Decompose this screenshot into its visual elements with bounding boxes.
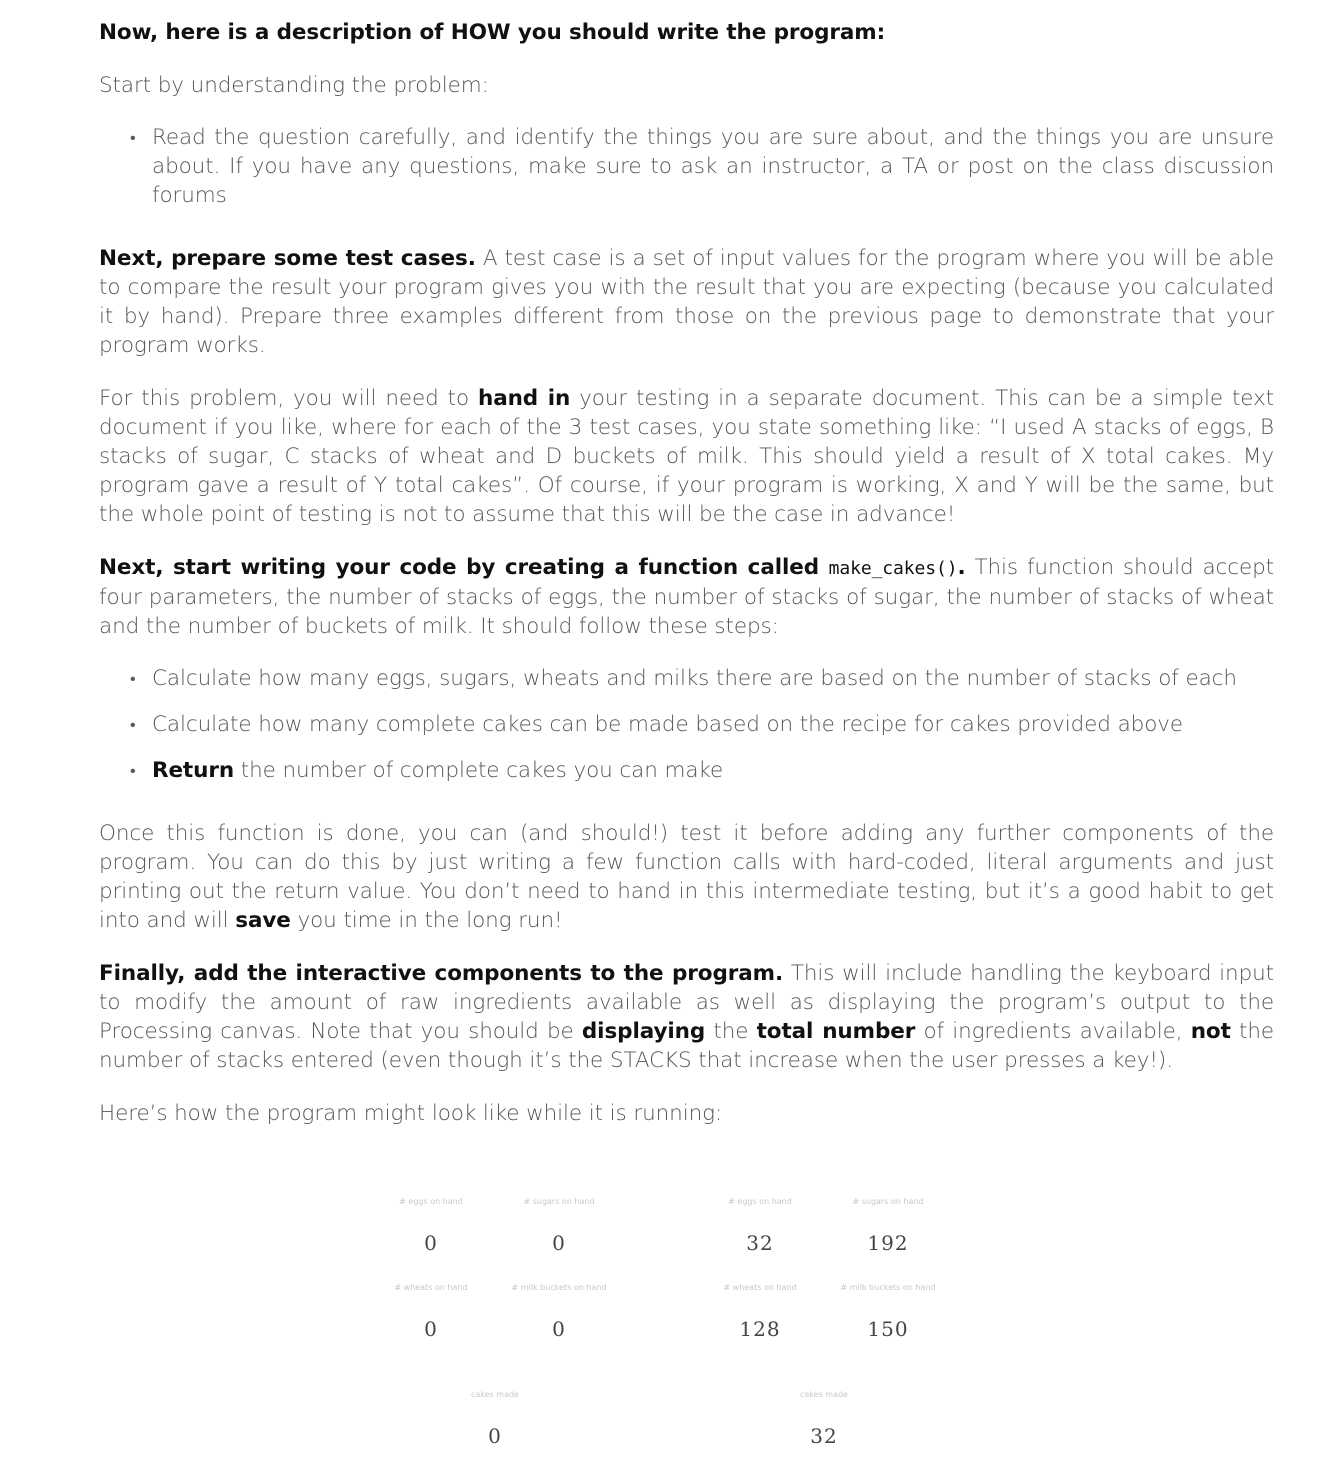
step-item-2: • Calculate how many complete cakes can be made based on the recipe for cakes provided above <box>152 710 1274 739</box>
function-paragraph <box>99 553 1274 641</box>
right-wheats-value: 128 <box>739 1317 781 1341</box>
right-eggs-value: 32 <box>746 1231 774 1255</box>
right-milk-value: 150 <box>867 1317 909 1341</box>
finally-paragraph <box>99 959 1274 1075</box>
left-milk-cell <box>489 1281 629 1341</box>
steps-list <box>99 664 1274 785</box>
handin-bold: hand in <box>477 386 571 411</box>
finally-bold-2: total number <box>756 1019 916 1044</box>
left-wheats-cell <box>361 1281 501 1341</box>
step-item-1: • Calculate how many eggs, sugars, wheats and milks there are based on the number of stacks of each <box>152 664 1274 693</box>
testcases-paragraph <box>99 244 1274 360</box>
right-milk-cell <box>818 1281 958 1341</box>
testcases-text: A test case is a set of input values for the program where you will be able to compare the result your program gives you with the result that you are expecting (because you calculated it by hand). Prepare three examples different from those on the previous page to demonstrate that your program works. <box>99 246 1274 358</box>
right-milk-label: # milk buckets on hand <box>840 1283 936 1292</box>
finally-lead: Finally, add the interactive components to the program. <box>99 961 784 986</box>
understand-bullet: • Read the question carefully, and identify the things you are sure about, and the things you are unsure about. If you have any questions, make sure to ask an instructor, a TA or post on the class discussion forums <box>152 123 1274 210</box>
step-item-3 <box>152 756 1274 785</box>
left-eggs-cell <box>361 1195 501 1255</box>
finally-text-4: the number of stacks entered (even though it’s the STACKS that increase when the user presses a key!). <box>99 1019 1274 1073</box>
processing-canvas-examples <box>0 1180 1325 1470</box>
finally-bold-3: not <box>1190 1019 1231 1044</box>
right-eggs-cell <box>690 1195 830 1255</box>
left-milk-label: # milk buckets on hand <box>511 1283 607 1292</box>
finally-text-3: of ingredients available, <box>915 1019 1191 1044</box>
finally-text-1: This will include handling the keyboard input to modify the amount of raw ingredients available as well as displaying the program’s output to the Processing canvas. Note that you should be <box>99 961 1274 1044</box>
handin-text-1: For this problem, you will need to <box>99 386 478 411</box>
once-text-1: Once this function is done, you can (and should!) test it before adding any further components of the program. You can do this by just writing a few function calls with hard-coded, literal arguments and just printing out the return value. You don’t need to hand in this intermediate testing, but it’s a good habit to get into and will <box>99 821 1274 933</box>
left-wheats-value: 0 <box>424 1317 438 1341</box>
section-heading: Now, here is a description of HOW you should write the program: <box>99 20 886 45</box>
right-sugars-value: 192 <box>867 1231 909 1255</box>
handin-paragraph <box>99 384 1274 529</box>
left-sugars-cell <box>489 1195 629 1255</box>
right-cakes-value: 32 <box>810 1424 838 1448</box>
left-eggs-label: # eggs on hand <box>399 1197 463 1206</box>
left-eggs-value: 0 <box>424 1231 438 1255</box>
once-text-2: you time in the long run! <box>290 908 563 933</box>
left-cakes-cell <box>425 1388 565 1448</box>
left-sugars-label: # sugars on hand <box>523 1197 595 1206</box>
left-sugars-value: 0 <box>552 1231 566 1255</box>
left-cakes-label: cakes made <box>471 1390 519 1399</box>
function-code: make_cakes() <box>828 558 958 579</box>
right-wheats-label: # wheats on hand <box>723 1283 797 1292</box>
instructions-document <box>99 18 1274 1128</box>
understand-list <box>99 123 1274 210</box>
right-cakes-cell <box>754 1388 894 1448</box>
function-lead: Next, start writing your code by creating a function called <box>99 555 829 580</box>
right-sugars-label: # sugars on hand <box>852 1197 924 1206</box>
right-sugars-cell <box>818 1195 958 1255</box>
testcases-lead: Next, prepare some test cases. <box>99 246 476 271</box>
understand-intro: Start by understanding the problem: <box>99 73 489 98</box>
left-cakes-value: 0 <box>488 1424 502 1448</box>
function-text: This function should accept four parameters, the number of stacks of eggs, the number of stacks of sugar, the number of stacks of wheat and the number of buckets of milk. It should follow these steps: <box>99 555 1274 639</box>
once-bold: save <box>235 908 291 933</box>
left-milk-value: 0 <box>552 1317 566 1341</box>
right-cakes-label: cakes made <box>800 1390 848 1399</box>
once-paragraph <box>99 819 1274 935</box>
heres-paragraph: Here’s how the program might look like while it is running: <box>99 1101 723 1126</box>
return-bold: Return <box>152 758 235 783</box>
left-wheats-label: # wheats on hand <box>394 1283 468 1292</box>
finally-text-2: the <box>705 1019 757 1044</box>
right-eggs-label: # eggs on hand <box>728 1197 792 1206</box>
finally-bold-1: displaying <box>581 1019 706 1044</box>
right-wheats-cell <box>690 1281 830 1341</box>
function-lead-end: . <box>957 555 966 580</box>
return-text: the number of complete cakes you can make <box>234 758 724 783</box>
handin-text-2: your testing in a separate document. This can be a simple text document if you like, where for each of the 3 test cases, you state something like: “I used A stacks of eggs, B stacks of sugar, C stacks of wheat and D buckets of milk. This should yield a result of X total cakes. My program gave a result of Y total cakes”. Of course, if your program is working, X and Y will be the same, but the whole point of testing is not to assume that this will be the case in advance! <box>99 386 1274 527</box>
